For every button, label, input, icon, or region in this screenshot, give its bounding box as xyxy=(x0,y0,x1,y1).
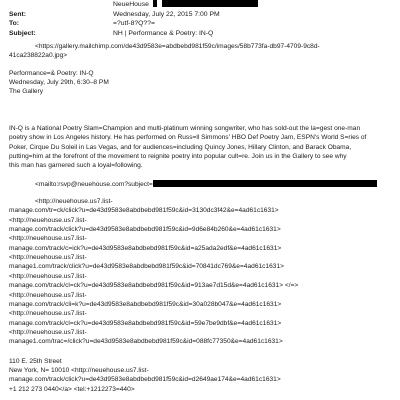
event-description xyxy=(9,124,393,171)
redaction-bar xyxy=(153,180,377,187)
link-line[interactable]: manage1.com/trac=/click?u=de43d9583e8abdbebd981f59c&id=088fc77350&e=4ad61c1631> xyxy=(9,338,283,346)
link-line[interactable]: manage.com/track/cli=k?u=de43d9583e8abdbebd981f59c&id=30a028b047&e=4ad61c1631> xyxy=(9,300,282,308)
link-line[interactable]: <http://neuehouse.us7.list- xyxy=(9,291,87,299)
event-title: Performance=& Poetry: IN-Q xyxy=(9,69,94,77)
link-line[interactable]: manage.com/track/c=ick?u=de43d9583e8abdbebd981f59c&id=a25ada2edf&e=4ad61c1631> xyxy=(9,244,282,252)
description-line: poetry show in Los Angeles history. He has performed on Russ=ll Simmons' HBO Def Poetry Jam, ESPN's World S=ries of xyxy=(9,134,367,142)
to-value: =?utf-8?Q??= xyxy=(113,20,155,28)
description-line: Poker, Cirque Du Soleil in Las Vegas, and for audiences=including Quincy Jones, Hillary Clinton, and Barack Obama, xyxy=(9,143,352,151)
sent-value: Wednesday, July 22, 2015 7:00 PM xyxy=(113,10,220,18)
description-line: IN-Q is a National Poetry Slam=Champion and multi-platinum winning songwriter, who has sold-out the la=gest one-man xyxy=(9,124,361,132)
link-line[interactable]: manage1.com/track/click?u=de43d9583e8abdbebd981f59c&id=70841dc769&e=4ad61c1631> xyxy=(9,263,284,271)
email-header xyxy=(9,0,399,38)
link-line[interactable]: manage.com/track/cl=ck?u=de43d9583e8abdbebd981f59c&id=913ae7d15d&e=4ad61c1631> </=> xyxy=(9,282,299,290)
sent-row xyxy=(9,10,399,20)
image-link-cont[interactable]: 41ca238822a0.jpg> xyxy=(9,52,68,60)
link-line[interactable]: <http://neuehouse.us7.list- xyxy=(9,272,87,280)
event-date: Wednesday, July 29th, 6:30–8 PM xyxy=(9,79,109,87)
phone-line[interactable]: +1 212 273 0440</a> <tel:+1212273=440> xyxy=(9,385,135,393)
image-link[interactable]: <https://gallery.mailchimp.com/de43d9583e=abdbebd981f59c/images/58b773fa-db97-4709-9c8d- xyxy=(35,43,320,50)
link-line[interactable]: <http://neuehouse.us7.list- xyxy=(9,310,87,318)
redaction-bar xyxy=(162,0,258,7)
event-venue: The Gallery xyxy=(9,88,44,96)
description-line: this man has garnered such a loyal=following. xyxy=(9,162,143,170)
rsvp-row xyxy=(9,180,393,189)
sender-name: NeueHouse xyxy=(113,1,149,8)
address-street: 110 E. 25th Street xyxy=(9,357,62,365)
address-link[interactable]: manage.com/track/click?u=de43d9583e8abdbebd981f59c&id=d2649ae174&e=4ad61c1631> xyxy=(9,376,281,384)
link-line[interactable]: <http://neuehouse.us7.list- xyxy=(9,235,87,243)
link-line[interactable]: manage.com/track/cl=ck?u=de43d9583e8abdbebd981f59c&id=59e7be9dbf&e=4ad61c1631> xyxy=(9,319,282,327)
link-line[interactable]: manage.com/track/click?u=de43d9583e8abdbebd981f59c&id=9d6e84b260&e=4ad61c1631> xyxy=(9,226,281,234)
to-label: To: xyxy=(9,20,20,28)
tracking-links xyxy=(9,197,393,347)
link-line[interactable]: <http://neuehouse.us7.list- xyxy=(9,216,87,224)
rsvp-link[interactable]: <mailto:rsvp@neuehouse.com?subject= xyxy=(35,180,153,188)
link-line[interactable]: <http://neuehouse.us7.list- xyxy=(35,197,113,205)
link-line[interactable]: manage.com/tr=ck/click?u=de43d9583e8abdbebd981f59c&id=3130dc3f42&e=4ad61c1631> xyxy=(9,207,279,215)
from-row xyxy=(9,0,399,10)
email-body xyxy=(9,42,393,394)
link-line[interactable]: <http://neuehouse.us7.list- xyxy=(9,254,87,262)
subject-row xyxy=(9,29,399,39)
to-row xyxy=(9,19,399,29)
description-line: putting=him at the forefront of the movement to reignite poetry into popular cult=re. Join us in the Gallery to see why xyxy=(9,152,347,160)
address-block xyxy=(9,357,393,394)
address-city-link[interactable]: New York, N= 10010 <http://neuehouse.us7.list- xyxy=(9,367,149,375)
link-line[interactable]: <http://neuehouse.us7.list- xyxy=(9,328,87,336)
subject-value: NH | Performance & Poetry: IN-Q xyxy=(113,29,214,37)
redaction-bar xyxy=(153,0,157,7)
subject-label: Subject: xyxy=(9,29,36,37)
sent-label: Sent: xyxy=(9,10,26,18)
